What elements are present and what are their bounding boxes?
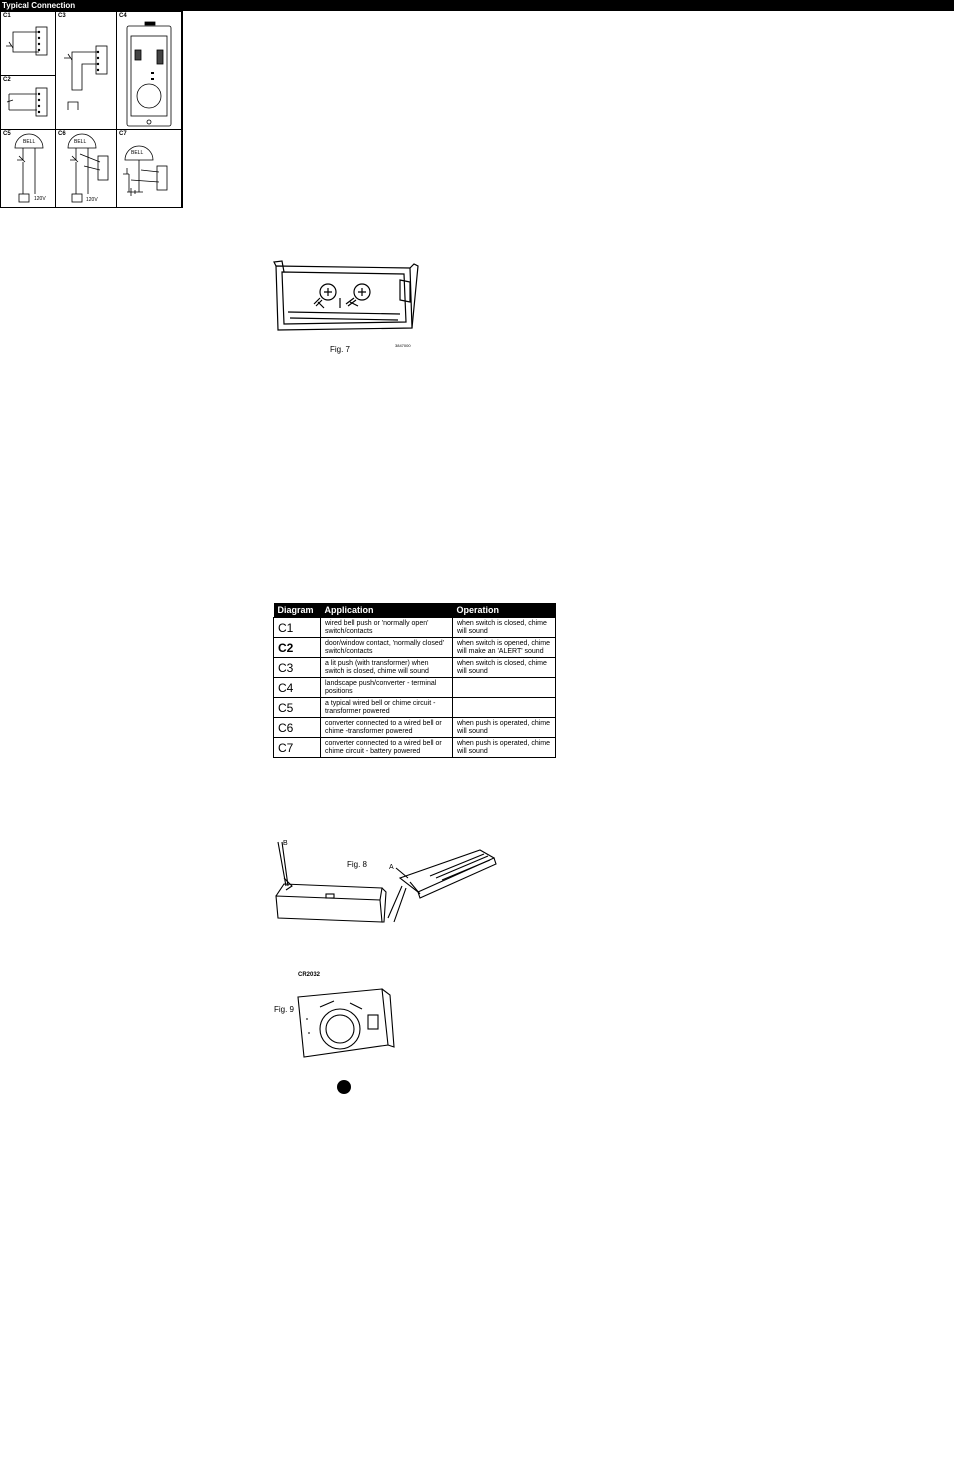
table-row	[274, 738, 556, 758]
c2-wiring-diagram	[1, 76, 57, 131]
page-marker-dot	[337, 1080, 351, 1094]
cell-c5	[0, 129, 56, 208]
row-operation: when switch is closed, chime will sound	[453, 658, 556, 678]
cell-c6-label: C6	[58, 131, 66, 137]
row-application: landscape push/converter - terminal positions	[321, 678, 453, 698]
cell-c7	[116, 129, 182, 208]
row-application: a lit push (with transformer) when switch is closed, chime will sound	[321, 658, 453, 678]
fig8-label-b: B	[283, 840, 288, 847]
row-operation	[453, 678, 556, 698]
row-application: converter connected to a wired bell or chime circuit - battery powered	[321, 738, 453, 758]
fig9-caption: Fig. 9	[274, 1005, 295, 1014]
c7-wiring-diagram	[117, 130, 183, 209]
c4-push-layout	[117, 12, 183, 131]
table-row	[274, 618, 556, 638]
row-application: a typical wired bell or chime circuit - transformer powered	[321, 698, 453, 718]
table-row	[274, 678, 556, 698]
row-code: C7	[274, 738, 321, 758]
header-operation: Operation	[453, 603, 556, 618]
row-operation	[453, 698, 556, 718]
row-operation: when push is operated, chime will sound	[453, 738, 556, 758]
header-application: Application	[321, 603, 453, 618]
cell-c3	[55, 11, 117, 130]
fig8-caption: Fig. 8	[347, 860, 368, 869]
row-application: wired bell push or 'normally open' switch/contacts	[321, 618, 453, 638]
fig7-code: 3847000	[395, 343, 411, 348]
table-row	[274, 658, 556, 678]
fig7-illustration	[270, 258, 420, 340]
row-operation: when switch is opened, chime will make an 'ALERT' sound	[453, 638, 556, 658]
fig7-caption: Fig. 7	[330, 345, 351, 354]
typical-connection-title: Typical Connection	[0, 0, 954, 11]
c5-voltage-label: 120V	[34, 196, 46, 202]
c6-bell-label: BELL	[74, 139, 87, 145]
cell-c1	[0, 11, 56, 76]
row-code: C3	[274, 658, 321, 678]
cell-c3-label: C3	[58, 13, 66, 19]
fig8-illustration	[270, 838, 500, 938]
fig9-illustration	[290, 985, 400, 1065]
row-code: C6	[274, 718, 321, 738]
table-header-row	[274, 603, 556, 618]
cell-c5-label: C5	[3, 131, 11, 137]
fig9-battery-label: CR2032	[298, 972, 321, 978]
row-code: C2	[274, 638, 321, 658]
fig8-label-a: A	[389, 864, 394, 871]
cell-c6	[55, 129, 117, 208]
table-row	[274, 718, 556, 738]
c6-voltage-label: 120V	[86, 197, 98, 203]
row-operation: when switch is closed, chime will sound	[453, 618, 556, 638]
table-row	[274, 698, 556, 718]
c7-bell-label: BELL	[131, 150, 144, 156]
cell-c2-label: C2	[3, 77, 11, 83]
c1-wiring-diagram	[1, 12, 57, 77]
table-row	[274, 638, 556, 658]
connection-table	[273, 603, 556, 758]
typical-connection-panel	[0, 0, 183, 208]
cell-c1-label: C1	[3, 13, 11, 19]
cell-c7-label: C7	[119, 131, 127, 137]
row-application: converter connected to a wired bell or chime -transformer powered	[321, 718, 453, 738]
cell-c2	[0, 75, 56, 130]
row-code: C4	[274, 678, 321, 698]
row-code: C5	[274, 698, 321, 718]
header-diagram: Diagram	[274, 603, 321, 618]
row-application: door/window contact, 'normally closed' switch/contacts	[321, 638, 453, 658]
cell-c4	[116, 11, 182, 130]
row-operation: when push is operated, chime will sound	[453, 718, 556, 738]
cell-c4-label: C4	[119, 13, 127, 19]
c3-wiring-diagram	[56, 12, 118, 131]
c5-bell-label: BELL	[23, 139, 36, 145]
row-code: C1	[274, 618, 321, 638]
